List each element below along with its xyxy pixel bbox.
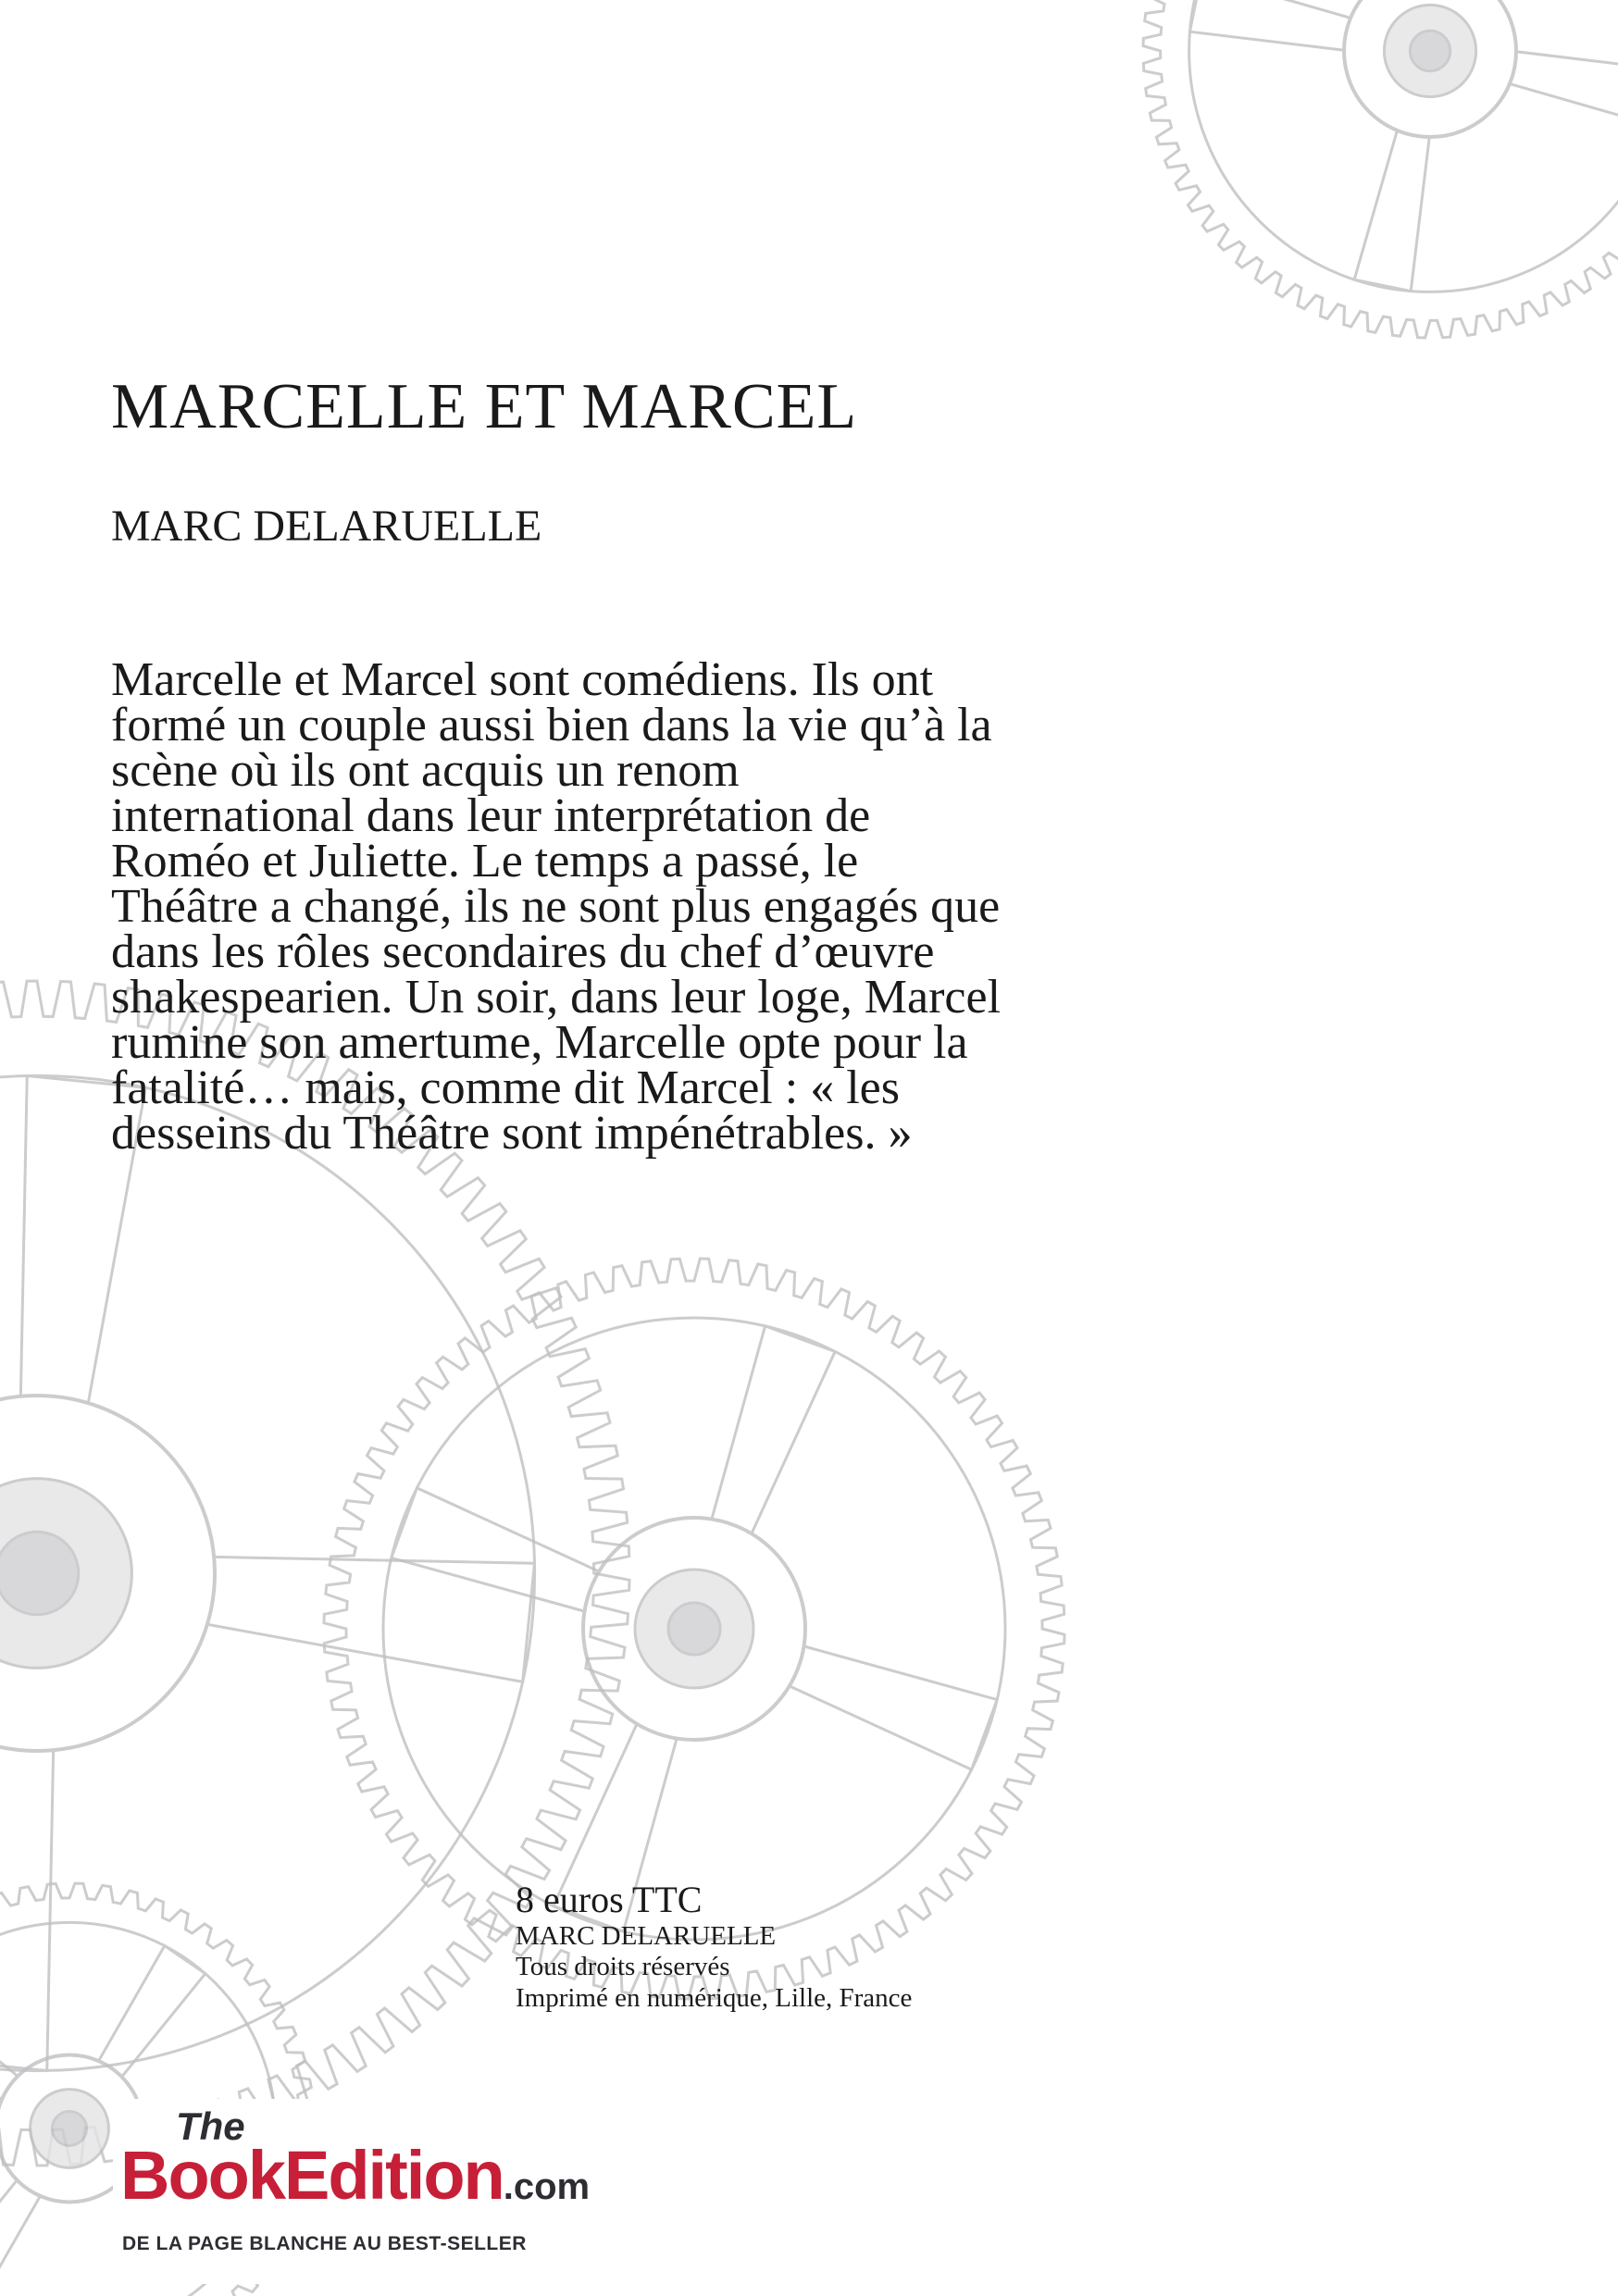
book-summary xyxy=(111,653,1222,1160)
summary-line: Théâtre a changé, ils ne sont plus engagés que xyxy=(111,880,1001,933)
summary-line: desseins du Théâtre sont impénétrables. » xyxy=(111,1107,913,1160)
summary-line: Roméo et Juliette. Le temps a passé, le xyxy=(111,835,859,887)
summary-line: fatalité… mais, comme dit Marcel : « les xyxy=(111,1061,900,1114)
printing-notice: Imprimé en numérique, Lille, France xyxy=(516,1982,913,2013)
summary-line: dans les rôles secondaires du chef d’œuvre xyxy=(111,925,935,978)
summary-line: Marcelle et Marcel sont comédiens. Ils ont xyxy=(111,653,934,706)
rights-notice: Tous droits réservés xyxy=(516,1952,730,1982)
logo-the: The xyxy=(176,2104,245,2148)
summary-line: international dans leur interprétation de xyxy=(111,789,871,842)
book-title: MARCELLE ET MARCEL xyxy=(111,371,858,442)
summary-line: scène où ils ont acquis un renom xyxy=(111,744,740,797)
logo-name: BookEdition xyxy=(120,2137,504,2214)
summary-line: rumine son amertume, Marcelle opte pour la xyxy=(111,1016,968,1069)
logo-wordmark xyxy=(120,2136,590,2215)
price: 8 euros TTC xyxy=(516,1879,703,1920)
imprint-author: MARC DELARUELLE xyxy=(516,1921,777,1951)
imprint-block xyxy=(516,1879,912,2014)
logo-domain: .com xyxy=(503,2166,591,2207)
summary-line: formé un couple aussi bien dans la vie qu’à la xyxy=(111,699,992,751)
logo-tagline: DE LA PAGE BLANCHE AU BEST-SELLER xyxy=(122,2233,527,2254)
publisher-logo xyxy=(113,2099,659,2284)
summary-line: shakespearien. Un soir, dans leur loge, Marcel xyxy=(111,971,1002,1024)
gear-icon xyxy=(1143,0,1618,338)
book-author: MARC DELARUELLE xyxy=(111,502,542,551)
